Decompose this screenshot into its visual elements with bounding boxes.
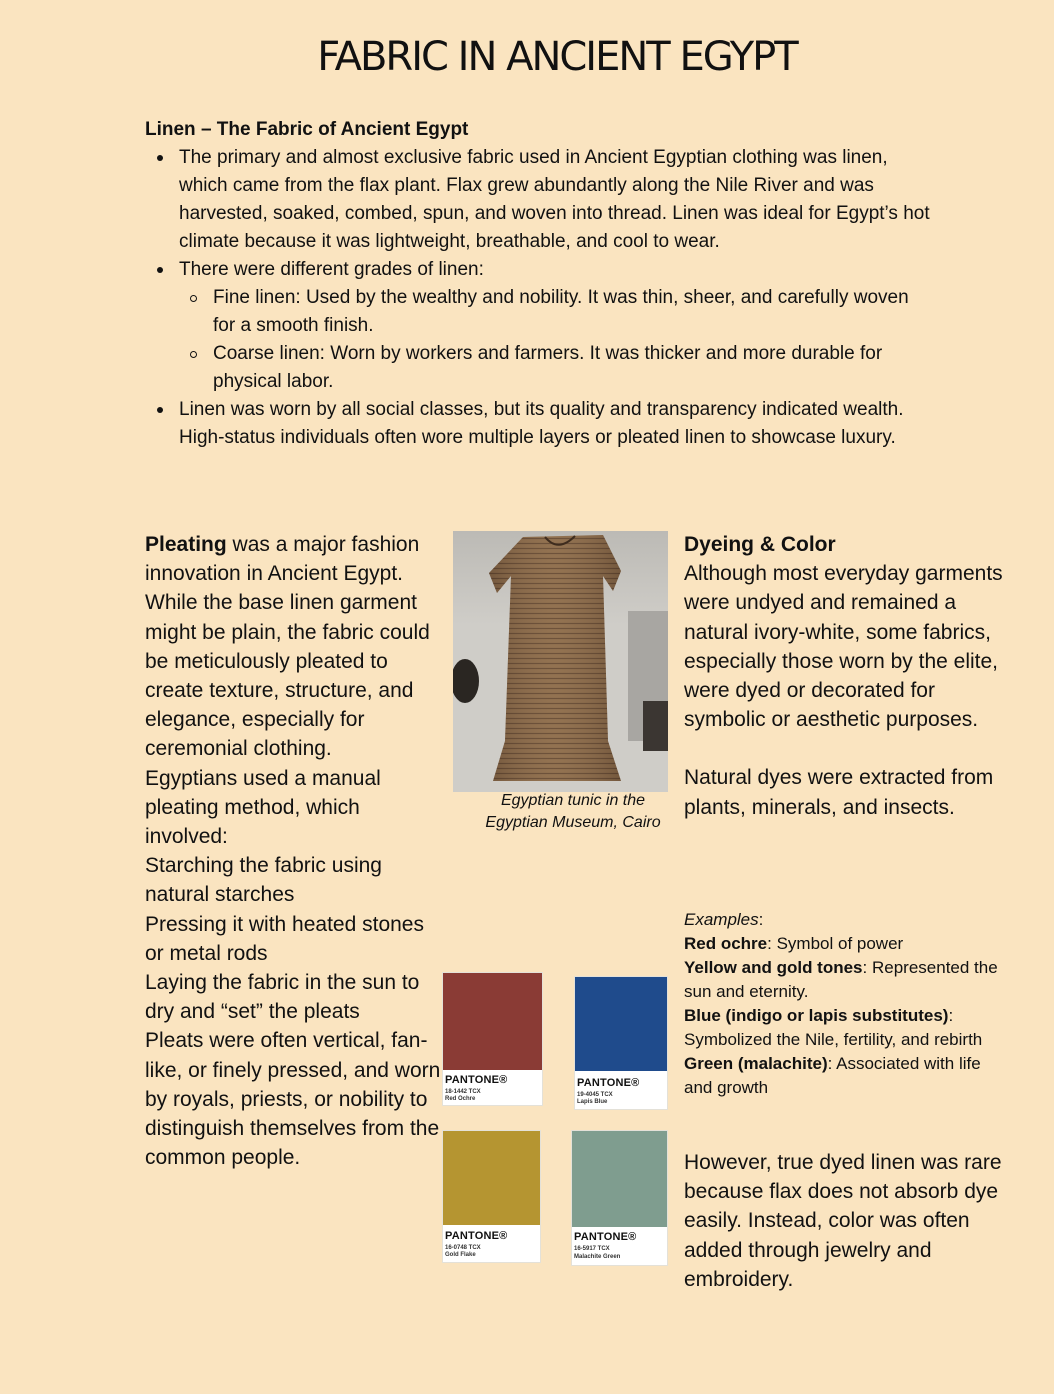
example-term: Blue (indigo or lapis substitutes) — [684, 1006, 949, 1025]
pleating-term: Pleating — [145, 533, 227, 556]
dyeing-heading: Dyeing & Color — [684, 533, 836, 556]
page-title: FABRIC IN ANCIENT EGYPT — [317, 34, 797, 80]
swatch-brand: PANTONE® — [574, 1231, 637, 1243]
pleating-section — [145, 530, 443, 1172]
pleating-step: Pressing it with heated stones or metal rods — [145, 912, 424, 965]
swatch-color — [572, 1131, 667, 1227]
example-item — [684, 1004, 1004, 1052]
dyeing-para: Although most everyday garments were undyed and remained a natural ivory-white, some fabrics, especially those worn by the elite, were dyed or decorated for symbolic or aesthetic purposes. — [684, 562, 1003, 732]
swatch-color — [443, 973, 542, 1070]
caption-line: Egyptian Museum, Cairo — [485, 814, 661, 831]
example-desc: : Represented the sun and eternity. — [684, 958, 998, 1001]
linen-bullet-list — [145, 144, 935, 452]
example-desc: : Associated with life and growth — [684, 1054, 981, 1097]
caption-line: Egyptian tunic in the — [500, 792, 646, 809]
tunic-illustration — [453, 531, 668, 792]
linen-bullet-text: There were different grades of linen: — [179, 259, 484, 280]
swatch-name: Red Ochre — [445, 1096, 476, 1102]
pleating-step: Laying the fabric in the sun to dry and “set” the pleats — [145, 971, 420, 1024]
linen-bullet: Linen was worn by all social classes, but its quality and transparency indicated wealth. High-status individuals often wore multiple layers or pleated linen to showcase luxury. — [179, 396, 935, 452]
linen-bullet: The primary and almost exclusive fabric used in Ancient Egyptian clothing was linen, which came from the flax plant. Flax grew abundantly along the Nile River and was harvested, soaked, combed, spun, and woven into thread. Linen was ideal for Egypt’s hot climate because it was lightweight, breathable, and cool to wear. — [179, 144, 935, 256]
swatch-code: 16-0748 TCX — [445, 1245, 481, 1251]
linen-bullet — [179, 256, 935, 396]
swatch-brand: PANTONE® — [445, 1074, 508, 1086]
pleating-intro-text: was a major fashion innovation in Ancient Egypt. While the base linen garment might be plain, the fabric could be meticulously pleated to create texture, structure, and elegance, especially for ceremonial clothing. — [145, 533, 430, 761]
example-desc: : Symbol of power — [767, 934, 904, 953]
linen-grade-list — [179, 284, 935, 396]
pleating-closing: Pleats were often vertical, fan-like, or finely pressed, and worn by royals, priests, or nobility to distinguish themselves from the common people. — [145, 1029, 441, 1170]
pantone-swatch-gold-flake — [442, 1130, 541, 1263]
pleating-method: Egyptians used a manual pleating method, which involved: — [145, 766, 381, 849]
examples-label-text: Examples — [684, 910, 759, 929]
dye-examples — [684, 908, 1004, 1100]
example-item — [684, 932, 1004, 956]
swatch-brand: PANTONE® — [577, 1077, 640, 1089]
dyeing-para: Natural dyes were extracted from plants, minerals, and insects. — [684, 766, 994, 819]
swatch-color — [575, 977, 667, 1071]
example-term: Green (malachite) — [684, 1054, 828, 1073]
linen-grade-item: Coarse linen: Worn by workers and farmers. It was thicker and more durable for physical labor. — [213, 340, 935, 396]
linen-section — [145, 116, 935, 452]
swatch-code: 16-5917 TCX — [574, 1246, 610, 1252]
examples-label: Examples: — [684, 910, 764, 929]
photo-caption — [453, 790, 693, 834]
example-item — [684, 1052, 1004, 1100]
example-term: Red ochre — [684, 934, 768, 953]
pleating-step: Starching the fabric using natural starches — [145, 854, 382, 907]
linen-heading: Linen – The Fabric of Ancient Egypt — [145, 119, 469, 140]
swatch-name: Lapis Blue — [577, 1099, 608, 1105]
swatch-code: 18-1442 TCX — [445, 1089, 481, 1095]
swatch-name: Malachite Green — [574, 1254, 621, 1260]
swatch-code: 19-4045 TCX — [577, 1092, 613, 1098]
dyeing-section — [684, 530, 1004, 822]
example-item — [684, 956, 1004, 1004]
pantone-swatch-red-ochre — [442, 972, 543, 1106]
dyeing-para: However, true dyed linen was rare because flax does not absorb dye easily. Instead, color was often added through jewelry and embroidery. — [684, 1151, 1002, 1291]
pantone-swatch-lapis-blue — [574, 976, 668, 1110]
swatch-brand: PANTONE® — [445, 1230, 508, 1242]
pantone-swatch-malachite-green — [571, 1130, 668, 1266]
example-term: Yellow and gold tones — [684, 958, 863, 977]
swatch-color — [443, 1131, 540, 1225]
linen-grade-item: Fine linen: Used by the wealthy and nobility. It was thin, sheer, and carefully woven for a smooth finish. — [213, 284, 935, 340]
swatch-name: Gold Flake — [445, 1252, 476, 1258]
example-desc: : Symbolized the Nile, fertility, and rebirth — [684, 1006, 983, 1049]
tunic-photo — [453, 531, 668, 792]
pleating-intro — [145, 530, 443, 764]
dyeing-conclusion — [684, 1148, 1004, 1294]
